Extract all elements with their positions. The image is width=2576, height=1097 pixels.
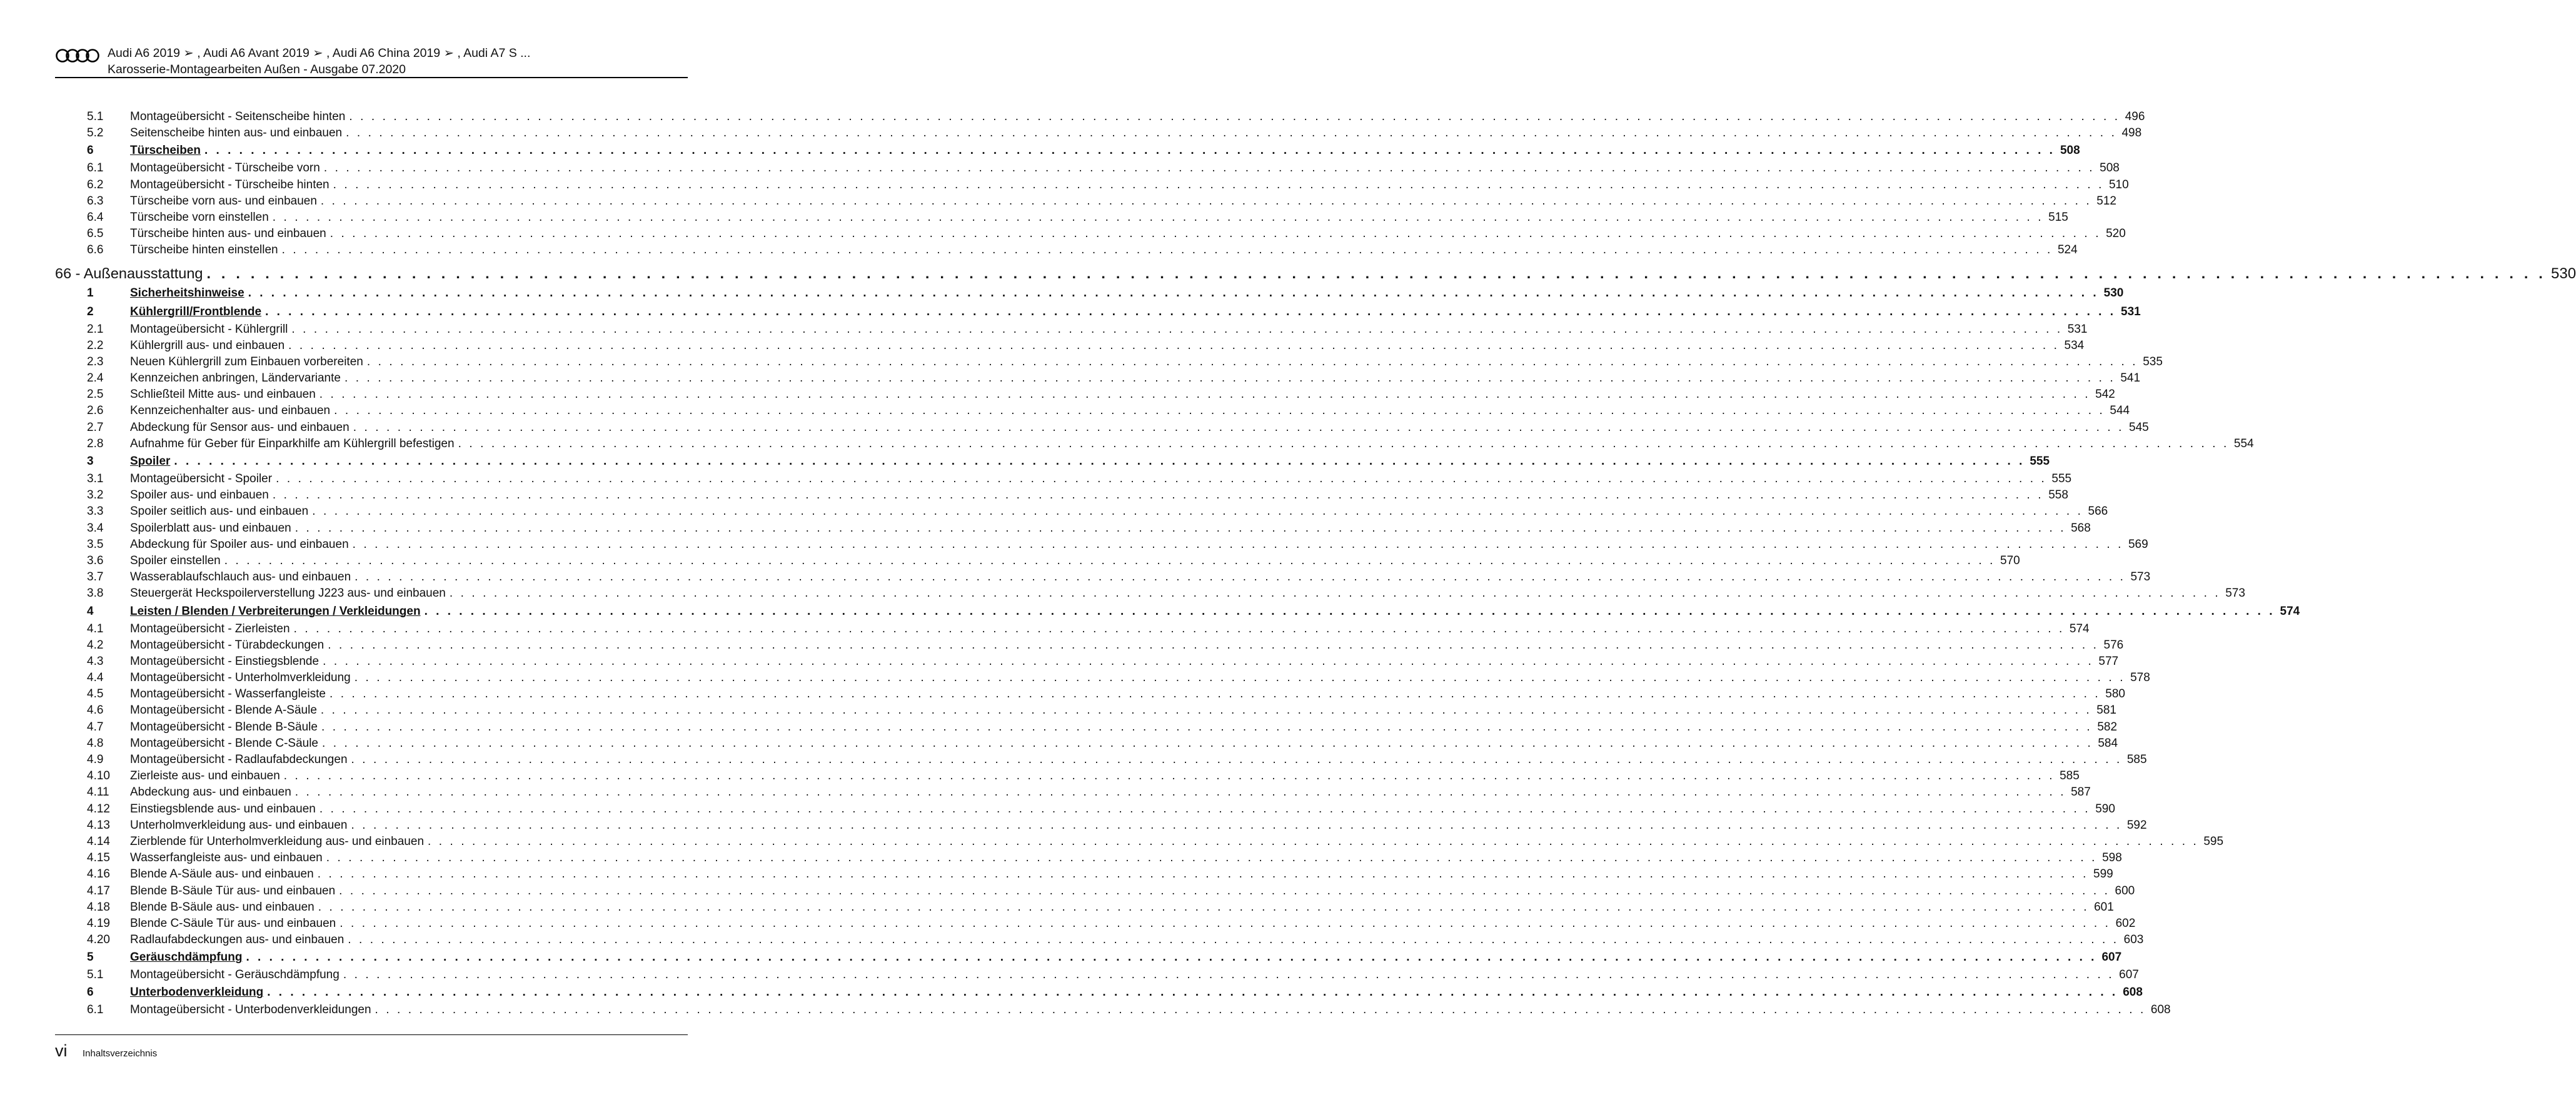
toc-entry-page: 585 bbox=[2126, 753, 2147, 766]
toc-entry-title: Unterholmverkleidung aus- und einbauen bbox=[130, 818, 348, 832]
footer-page-number: vi bbox=[55, 1041, 68, 1060]
toc-entry-row[interactable] bbox=[55, 671, 2150, 687]
toc-dot-leader: . . . . . . . . . . . . . . . . . . . . . . . . . . . . . . . . . . . . . . . . . . . . . . . . . . . . . . . . . . . . . . . . . . . . . . . . . . . . . . . . . . . . . . . . . . . . . . . . . . . . . . . . . . . . . . . . . . . . . . . . . . . . . . . . . . . . . . . . . . . . . . . . . . . . . . . . . . . . . . . . bbox=[174, 455, 2025, 468]
toc-dot-leader: . . . . . . . . . . . . . . . . . . . . . . . . . . . . . . . . . . . . . . . . . . . . . . . . . . . . . . . . . . . . . . . . . . . . . . . . . . . . . . . . . . . . . . . . . . . . . . . . . . . . . . . . . . . . . . . . . . . . . . . . . . . . . . . . . . . . . . . . . . . . . . . . . . . . . . . . . . . . . . . . bbox=[291, 322, 2063, 336]
toc-entry-row[interactable] bbox=[55, 638, 2124, 655]
toc-entry-number: 6.4 bbox=[87, 210, 104, 224]
toc-entry-number: 4.16 bbox=[87, 867, 110, 881]
toc-entry-page: 573 bbox=[2225, 587, 2245, 600]
toc-entry-row[interactable] bbox=[55, 851, 2122, 867]
toc-entry-row[interactable] bbox=[55, 338, 2085, 355]
toc-entry-page: 535 bbox=[2143, 355, 2163, 368]
toc-entry-number: 3.8 bbox=[87, 587, 104, 600]
toc-entry-page: 545 bbox=[2129, 420, 2149, 434]
toc-dot-leader: . . . . . . . . . . . . . . . . . . . . . . . . . . . . . . . . . . . . . . . . . . . . . . . . . . . . . . . . . . . . . . . . . . . . . . . . . . . . . . . . . . . . . . . . . . . . . . . . . . . . . . . . . . . . . . . . . . . . . . . . . . . . . . . . . . . . . . . . . . . . . . . . . . . . . . . . . . . . . . . . bbox=[294, 521, 2066, 535]
toc-entry-page: 542 bbox=[2095, 388, 2115, 402]
toc-dot-leader: . . . . . . . . . . . . . . . . . . . . . . . . . . . . . . . . . . . . . . . . . . . . . . . . . . . . . . . . . . . . . . . . . . . . . . . . . . . . . . . . . . . . . . . . . . . . . . . . . . . . . . . . . . . . . . . . . . . . . . . . . . . . . . . . . . . . . . . . . . . . . . . . . . . . . . . . . . . . . . . . bbox=[424, 604, 2275, 618]
toc-entry-number: 3.4 bbox=[87, 521, 104, 535]
toc-entry-page: 508 bbox=[2100, 161, 2120, 175]
toc-entry-row[interactable] bbox=[55, 704, 2116, 720]
toc-section-row[interactable] bbox=[55, 984, 2143, 1003]
toc-entry-row[interactable] bbox=[55, 322, 2088, 339]
toc-entry-title: Spoilerblatt aus- und einbauen bbox=[130, 521, 291, 535]
toc-entry-page: 603 bbox=[2123, 933, 2144, 947]
toc-entry-title: Kennzeichenhalter aus- und einbauen bbox=[130, 404, 331, 418]
toc-dot-leader: . . . . . . . . . . . . . . . . . . . . . . . . . . . . . . . . . . . . . . . . . . . . . . . . . . . . . . . . . . . . . . . . . . . . . . . . . . . . . . . . . . . . . . . . . . . . . . . . . . . . . . . . . . . . . . . . . . . . . . . . . . . . . . . . . . . . . . . . . . . . . . . . . . . . . . . . . . . . . . . . bbox=[329, 687, 2101, 701]
toc-entry-page: 531 bbox=[2121, 305, 2141, 318]
toc-entry-title: Montageübersicht - Unterbodenverkleidungen bbox=[130, 1003, 371, 1017]
toc-entry-page: 602 bbox=[2115, 916, 2136, 930]
toc-entry-title: Montageübersicht - Wasserfangleiste bbox=[130, 687, 326, 701]
toc-dot-leader: . . . . . . . . . . . . . . . . . . . . . . . . . . . . . . . . . . . . . . . . . . . . . . . . . . . . . . . . . . . . . . . . . . . . . . . . . . . . . . . . . . . . . . . . . . . . . . . . . . . . . . . . . . . . . . . . . . . . . . . . . . . . . . . . . . . . . . . . . . . . . . . . . . . . . . . . . . . . . . . . bbox=[458, 437, 2229, 450]
toc-entry-number: 4.17 bbox=[87, 884, 110, 897]
toc-entry-row[interactable] bbox=[55, 420, 2149, 437]
toc-entry-number: 2.7 bbox=[87, 420, 104, 434]
toc-entry-page: 555 bbox=[2030, 455, 2050, 468]
toc-section-row[interactable] bbox=[55, 604, 2300, 622]
toc-entry-row[interactable] bbox=[55, 372, 2141, 388]
toc-entry-number: 2.6 bbox=[87, 404, 104, 418]
toc-entry-row[interactable] bbox=[55, 161, 2120, 178]
toc-entry-page: 578 bbox=[2130, 671, 2150, 685]
toc-entry-number: 2 bbox=[87, 305, 94, 318]
toc-entry-row[interactable] bbox=[55, 1003, 2171, 1019]
toc-dot-leader: . . . . . . . . . . . . . . . . . . . . . . . . . . . . . . . . . . . . . . . . . . . . . . . . . . . . . . . . . . . . . . . . . . . . . . . . . . . . . . . . . . . . . . . . . . . . . . . . . . . . . . . . . . . . . . . . . . . . . . . . . . . . . . . . . . . . . . . . . . . . . . . . . . . . . . . . . . . . . . . . bbox=[204, 144, 2055, 158]
toc-entry-page: 496 bbox=[2125, 110, 2145, 123]
toc-dot-leader: . . . . . . . . . . . . . . . . . . . . . . . . . . . . . . . . . . . . . . . . . . . . . . . . . . . . . . . . . . . . . . . . . . . . . . . . . . . . . . . . . . . . . . . . . . . . . . . . . . . . . . . . . . . . . . . . . . . . . . . . . . . . . . . . . . . . . . . . . . . . . . . . . . . . . . . . . . . . . . . . bbox=[449, 587, 2221, 600]
toc-dot-leader: . . . . . . . . . . . . . . . . . . . . . . . . . . . . . . . . . . . . . . . . . . . . . . . . . . . . . . . . . . . . . . . . . . . . . . . . . . . . . . . . . . . . . . . . . . . . . . . . . . . . . . . . . . . . . . . . . . . . . . . . . . . . . . . . . . . . . . . . . . . . . . . . . . . . . . . . . . . . . . . . bbox=[206, 265, 2547, 281]
toc-dot-leader: . . . . . . . . . . . . . . . . . . . . . . . . . . . . . . . . . . . . . . . . . . . . . . . . . . . . . . . . . . . . . . . . . . . . . . . . . . . . . . . . . . . . . . . . . . . . . . . . . . . . . . . . . . . . . . . . . . . . . . . . . . . . . . . . . . . . . . . . . . . . . . . . . . . . . . . . . . . . . . . . bbox=[343, 968, 2115, 982]
toc-entry-title: Montageübersicht - Einstiegsblende bbox=[130, 654, 319, 668]
toc-entry-number: 6.6 bbox=[87, 243, 104, 257]
toc-entry-row[interactable] bbox=[55, 126, 2142, 143]
toc-dot-leader: . . . . . . . . . . . . . . . . . . . . . . . . . . . . . . . . . . . . . . . . . . . . . . . . . . . . . . . . . . . . . . . . . . . . . . . . . . . . . . . . . . . . . . . . . . . . . . . . . . . . . . . . . . . . . . . . . . . . . . . . . . . . . . . . . . . . . . . . . . . . . . . . . . . . . . . . . . . . . . . . bbox=[346, 126, 2117, 140]
toc-entry-row[interactable] bbox=[55, 834, 2224, 851]
toc-entry-row[interactable] bbox=[55, 916, 2136, 933]
toc-entry-title: Türscheibe vorn einstellen bbox=[130, 210, 269, 224]
toc-dot-leader: . . . . . . . . . . . . . . . . . . . . . . . . . . . . . . . . . . . . . . . . . . . . . . . . . . . . . . . . . . . . . . . . . . . . . . . . . . . . . . . . . . . . . . . . . . . . . . . . . . . . . . . . . . . . . . . . . . . . . . . . . . . . . . . . . . . . . . . . . . . . . . . . . . . . . . . . . . . . . . . . bbox=[353, 420, 2125, 434]
toc-entry-number: 4.7 bbox=[87, 720, 104, 734]
toc-dot-leader: . . . . . . . . . . . . . . . . . . . . . . . . . . . . . . . . . . . . . . . . . . . . . . . . . . . . . . . . . . . . . . . . . . . . . . . . . . . . . . . . . . . . . . . . . . . . . . . . . . . . . . . . . . . . . . . . . . . . . . . . . . . . . . . . . . . . . . . . . . . . . . . . . . . . . . . . . . . . . . . . bbox=[326, 851, 2098, 865]
toc-entry-page: 554 bbox=[2233, 437, 2254, 450]
toc-entry-number: 2.5 bbox=[87, 388, 104, 402]
toc-entry-row[interactable] bbox=[55, 884, 2135, 901]
toc-entry-number: 4.20 bbox=[87, 933, 110, 947]
toc-entry-number: 4.13 bbox=[87, 818, 110, 832]
toc-entry-page: 574 bbox=[2280, 604, 2300, 618]
toc-entry-number: 6.1 bbox=[87, 1003, 104, 1017]
toc-entry-title: 66 - Außenausstattung bbox=[55, 265, 203, 281]
toc-entry-title: Leisten / Blenden / Verbreiterungen / Verkleidungen bbox=[130, 604, 421, 618]
toc-entry-title: Spoiler bbox=[130, 455, 171, 468]
toc-entry-number: 3.6 bbox=[87, 554, 104, 567]
toc-entry-title: Wasserfangleiste aus- und einbauen bbox=[130, 851, 323, 865]
toc-entry-title: Montageübersicht - Kühlergrill bbox=[130, 322, 288, 336]
toc-dot-leader: . . . . . . . . . . . . . . . . . . . . . . . . . . . . . . . . . . . . . . . . . . . . . . . . . . . . . . . . . . . . . . . . . . . . . . . . . . . . . . . . . . . . . . . . . . . . . . . . . . . . . . . . . . . . . . . . . . . . . . . . . . . . . . . . . . . . . . . . . . . . . . . . . . . . . . . . . . . . . . . . bbox=[224, 554, 1996, 567]
toc-entry-title: Montageübersicht - Blende A-Säule bbox=[130, 704, 317, 717]
toc-dot-leader: . . . . . . . . . . . . . . . . . . . . . . . . . . . . . . . . . . . . . . . . . . . . . . . . . . . . . . . . . . . . . . . . . . . . . . . . . . . . . . . . . . . . . . . . . . . . . . . . . . . . . . . . . . . . . . . . . . . . . . . . . . . . . . . . . . . . . . . . . . . . . . . . . . . . . . . . . . . . . . . . bbox=[352, 537, 2123, 551]
toc-entry-number: 4.14 bbox=[87, 834, 110, 848]
toc-dot-leader: . . . . . . . . . . . . . . . . . . . . . . . . . . . . . . . . . . . . . . . . . . . . . . . . . . . . . . . . . . . . . . . . . . . . . . . . . . . . . . . . . . . . . . . . . . . . . . . . . . . . . . . . . . . . . . . . . . . . . . . . . . . . . . . . . . . . . . . . . . . . . . . . . . . . . . . . . . . . . . . . bbox=[272, 488, 2044, 502]
toc-dot-leader: . . . . . . . . . . . . . . . . . . . . . . . . . . . . . . . . . . . . . . . . . . . . . . . . . . . . . . . . . . . . . . . . . . . . . . . . . . . . . . . . . . . . . . . . . . . . . . . . . . . . . . . . . . . . . . . . . . . . . . . . . . . . . . . . . . . . . . . . . . . . . . . . . . . . . . . . . . . . . . . . bbox=[265, 305, 2116, 318]
toc-entry-title: Montageübersicht - Zierleisten bbox=[130, 622, 290, 635]
toc-entry-title: Türscheibe vorn aus- und einbauen bbox=[130, 194, 317, 208]
toc-dot-leader: . . . . . . . . . . . . . . . . . . . . . . . . . . . . . . . . . . . . . . . . . . . . . . . . . . . . . . . . . . . . . . . . . . . . . . . . . . . . . . . . . . . . . . . . . . . . . . . . . . . . . . . . . . . . . . . . . . . . . . . . . . . . . . . . . . . . . . . . . . . . . . . . . . . . . . . . . . . . . . . . bbox=[348, 933, 2119, 947]
toc-entry-page: 570 bbox=[2000, 554, 2020, 567]
toc-entry-row[interactable] bbox=[55, 587, 2245, 603]
toc-dot-leader: . . . . . . . . . . . . . . . . . . . . . . . . . . . . . . . . . . . . . . . . . . . . . . . . . . . . . . . . . . . . . . . . . . . . . . . . . . . . . . . . . . . . . . . . . . . . . . . . . . . . . . . . . . . . . . . . . . . . . . . . . . . . . . . . . . . . . . . . . . . . . . . . . . . . . . . . . . . . . . . . bbox=[267, 986, 2118, 999]
toc-entry-row[interactable] bbox=[55, 178, 2129, 195]
toc-entry-number: 3.1 bbox=[87, 472, 104, 485]
toc-entry-row[interactable] bbox=[55, 786, 2091, 802]
toc-entry-page: 585 bbox=[2060, 769, 2080, 783]
toc-entry-title: Einstiegsblende aus- und einbauen bbox=[130, 802, 316, 816]
toc-entry-page: 599 bbox=[2093, 867, 2113, 881]
toc-entry-row[interactable] bbox=[55, 654, 2119, 671]
toc-entry-title: Blende B-Säule Tür aus- und einbauen bbox=[130, 884, 336, 897]
toc-entry-number: 3.7 bbox=[87, 570, 104, 584]
toc-dot-leader: . . . . . . . . . . . . . . . . . . . . . . . . . . . . . . . . . . . . . . . . . . . . . . . . . . . . . . . . . . . . . . . . . . . . . . . . . . . . . . . . . . . . . . . . . . . . . . . . . . . . . . . . . . . . . . . . . . . . . . . . . . . . . . . . . . . . . . . . . . . . . . . . . . . . . . . . . . . . . . . . bbox=[323, 654, 2094, 668]
toc-entry-page: 498 bbox=[2121, 126, 2142, 140]
toc-dot-leader: . . . . . . . . . . . . . . . . . . . . . . . . . . . . . . . . . . . . . . . . . . . . . . . . . . . . . . . . . . . . . . . . . . . . . . . . . . . . . . . . . . . . . . . . . . . . . . . . . . . . . . . . . . . . . . . . . . . . . . . . . . . . . . . . . . . . . . . . . . . . . . . . . . . . . . . . . . . . . . . . bbox=[351, 753, 2122, 766]
toc-entry-page: 569 bbox=[2128, 537, 2148, 551]
toc-entry-number: 4.4 bbox=[87, 671, 104, 685]
toc-entry-page: 576 bbox=[2103, 638, 2124, 652]
toc-entry-page: 515 bbox=[2048, 210, 2068, 224]
toc-entry-number: 4.15 bbox=[87, 851, 110, 865]
toc-entry-page: 512 bbox=[2096, 194, 2116, 208]
toc-entry-row[interactable] bbox=[55, 505, 2108, 521]
toc-entry-page: 568 bbox=[2071, 521, 2091, 535]
toc-section-row[interactable] bbox=[55, 285, 2124, 304]
toc-entry-page: 608 bbox=[2150, 1003, 2171, 1017]
toc-entry-title: Neuen Kühlergrill zum Einbauen vorbereiten bbox=[130, 355, 363, 368]
toc-entry-page: 530 bbox=[2551, 265, 2576, 282]
toc-entry-title: Radlaufabdeckungen aus- und einbauen bbox=[130, 933, 345, 947]
toc-entry-title: Blende C-Säule Tür aus- und einbauen bbox=[130, 916, 336, 930]
toc-entry-page: 587 bbox=[2071, 786, 2091, 799]
toc-entry-row[interactable] bbox=[55, 554, 2020, 570]
toc-dot-leader: . . . . . . . . . . . . . . . . . . . . . . . . . . . . . . . . . . . . . . . . . . . . . . . . . . . . . . . . . . . . . . . . . . . . . . . . . . . . . . . . . . . . . . . . . . . . . . . . . . . . . . . . . . . . . . . . . . . . . . . . . . . . . . . . . . . . . . . . . . . . . . . . . . . . . . . . . . . . . . . . bbox=[294, 786, 2066, 799]
toc-entry-number: 4.3 bbox=[87, 654, 104, 668]
toc-entry-title: Montageübersicht - Spoiler bbox=[130, 472, 273, 485]
toc-entry-row[interactable] bbox=[55, 521, 2091, 538]
toc-dot-leader: . . . . . . . . . . . . . . . . . . . . . . . . . . . . . . . . . . . . . . . . . . . . . . . . . . . . . . . . . . . . . . . . . . . . . . . . . . . . . . . . . . . . . . . . . . . . . . . . . . . . . . . . . . . . . . . . . . . . . . . . . . . . . . . . . . . . . . . . . . . . . . . . . . . . . . . . . . . . . . . . bbox=[318, 900, 2090, 914]
toc-entry-title: Montageübersicht - Blende B-Säule bbox=[130, 720, 318, 734]
toc-entry-page: 555 bbox=[2051, 472, 2072, 485]
toc-entry-title: Montageübersicht - Geräuschdämpfung bbox=[130, 968, 340, 982]
toc-entry-number: 5 bbox=[87, 951, 94, 964]
toc-entry-row[interactable] bbox=[55, 570, 2151, 587]
toc-dot-leader: . . . . . . . . . . . . . . . . . . . . . . . . . . . . . . . . . . . . . . . . . . . . . . . . . . . . . . . . . . . . . . . . . . . . . . . . . . . . . . . . . . . . . . . . . . . . . . . . . . . . . . . . . . . . . . . . . . . . . . . . . . . . . . . . . . . . . . . . . . . . . . . . . . . . . . . . . . . . . . . . bbox=[321, 720, 2093, 734]
toc-entry-row[interactable] bbox=[55, 194, 2116, 211]
toc-entry-page: 541 bbox=[2120, 372, 2141, 385]
toc-entry-title: Kühlergrill aus- und einbauen bbox=[130, 338, 285, 352]
toc-entry-number: 4.19 bbox=[87, 916, 110, 930]
toc-entry-number: 4.6 bbox=[87, 704, 104, 717]
toc-entry-number: 4.18 bbox=[87, 900, 110, 914]
toc-entry-page: 600 bbox=[2115, 884, 2135, 897]
toc-dot-leader: . . . . . . . . . . . . . . . . . . . . . . . . . . . . . . . . . . . . . . . . . . . . . . . . . . . . . . . . . . . . . . . . . . . . . . . . . . . . . . . . . . . . . . . . . . . . . . . . . . . . . . . . . . . . . . . . . . . . . . . . . . . . . . . . . . . . . . . . . . . . . . . . . . . . . . . . . . . . . . . . bbox=[334, 404, 2105, 418]
toc-entry-title: Spoiler einstellen bbox=[130, 554, 221, 567]
toc-dot-leader: . . . . . . . . . . . . . . . . . . . . . . . . . . . . . . . . . . . . . . . . . . . . . . . . . . . . . . . . . . . . . . . . . . . . . . . . . . . . . . . . . . . . . . . . . . . . . . . . . . . . . . . . . . . . . . . . . . . . . . . . . . . . . . . . . . . . . . . . . . . . . . . . . . . . . . . . . . . . . . . . bbox=[317, 867, 2089, 881]
toc-entry-number: 2.2 bbox=[87, 338, 104, 352]
toc-dot-leader: . . . . . . . . . . . . . . . . . . . . . . . . . . . . . . . . . . . . . . . . . . . . . . . . . . . . . . . . . . . . . . . . . . . . . . . . . . . . . . . . . . . . . . . . . . . . . . . . . . . . . . . . . . . . . . . . . . . . . . . . . . . . . . . . . . . . . . . . . . . . . . . . . . . . . . . . . . . . . . . . bbox=[246, 951, 2097, 964]
toc-entry-number: 6 bbox=[87, 986, 94, 999]
toc-entry-page: 582 bbox=[2097, 720, 2118, 734]
toc-entry-row[interactable] bbox=[55, 933, 2144, 949]
toc-entry-title: Schließteil Mitte aus- und einbauen bbox=[130, 388, 316, 402]
toc-section-row[interactable] bbox=[55, 453, 2050, 472]
toc-dot-leader: . . . . . . . . . . . . . . . . . . . . . . . . . . . . . . . . . . . . . . . . . . . . . . . . . . . . . . . . . . . . . . . . . . . . . . . . . . . . . . . . . . . . . . . . . . . . . . . . . . . . . . . . . . . . . . . . . . . . . . . . . . . . . . . . . . . . . . . . . . . . . . . . . . . . . . . . . . . . . . . . bbox=[323, 161, 2095, 175]
toc-entry-title: Zierleiste aus- und einbauen bbox=[130, 769, 280, 783]
toc-dot-leader: . . . . . . . . . . . . . . . . . . . . . . . . . . . . . . . . . . . . . . . . . . . . . . . . . . . . . . . . . . . . . . . . . . . . . . . . . . . . . . . . . . . . . . . . . . . . . . . . . . . . . . . . . . . . . . . . . . . . . . . . . . . . . . . . . . . . . . . . . . . . . . . . . . . . . . . . . . . . . . . . bbox=[276, 472, 2047, 485]
toc-entry-number: 6.5 bbox=[87, 227, 104, 241]
toc-entry-row[interactable] bbox=[55, 753, 2147, 769]
toc-entry-row[interactable] bbox=[55, 110, 2145, 126]
toc-dot-leader: . . . . . . . . . . . . . . . . . . . . . . . . . . . . . . . . . . . . . . . . . . . . . . . . . . . . . . . . . . . . . . . . . . . . . . . . . . . . . . . . . . . . . . . . . . . . . . . . . . . . . . . . . . . . . . . . . . . . . . . . . . . . . . . . . . . . . . . . . . . . . . . . . . . . . . . . . . . . . . . . bbox=[349, 110, 2120, 123]
toc-entry-row[interactable] bbox=[55, 720, 2118, 737]
toc-entry-page: 558 bbox=[2048, 488, 2068, 502]
header-document-title: Karosserie-Montagearbeiten Außen - Ausgabe 07.2020 bbox=[108, 63, 406, 76]
toc-entry-row[interactable] bbox=[55, 355, 2163, 372]
toc-entry-title: Abdeckung für Spoiler aus- und einbauen bbox=[130, 537, 349, 551]
toc-entry-number: 6 bbox=[87, 144, 94, 158]
toc-section-row[interactable] bbox=[55, 949, 2122, 968]
toc-entry-row[interactable] bbox=[55, 404, 2130, 420]
toc-entry-title: Geräuschdämpfung bbox=[130, 951, 243, 964]
toc-entry-page: 601 bbox=[2094, 900, 2114, 914]
toc-dot-leader: . . . . . . . . . . . . . . . . . . . . . . . . . . . . . . . . . . . . . . . . . . . . . . . . . . . . . . . . . . . . . . . . . . . . . . . . . . . . . . . . . . . . . . . . . . . . . . . . . . . . . . . . . . . . . . . . . . . . . . . . . . . . . . . . . . . . . . . . . . . . . . . . . . . . . . . . . . . . . . . . bbox=[320, 704, 2092, 717]
toc-entry-row[interactable] bbox=[55, 900, 2114, 917]
table-of-contents bbox=[55, 110, 2576, 1020]
toc-entry-row[interactable] bbox=[55, 227, 2126, 243]
toc-dot-leader: . . . . . . . . . . . . . . . . . . . . . . . . . . . . . . . . . . . . . . . . . . . . . . . . . . . . . . . . . . . . . . . . . . . . . . . . . . . . . . . . . . . . . . . . . . . . . . . . . . . . . . . . . . . . . . . . . . . . . . . . . . . . . . . . . . . . . . . . . . . . . . . . . . . . . . . . . . . . . . . . bbox=[248, 286, 2099, 300]
toc-entry-title: Unterbodenverkleidung bbox=[130, 986, 264, 999]
toc-entry-number: 5.1 bbox=[87, 968, 104, 982]
toc-entry-page: 598 bbox=[2102, 851, 2122, 865]
toc-dot-leader: . . . . . . . . . . . . . . . . . . . . . . . . . . . . . . . . . . . . . . . . . . . . . . . . . . . . . . . . . . . . . . . . . . . . . . . . . . . . . . . . . . . . . . . . . . . . . . . . . . . . . . . . . . . . . . . . . . . . . . . . . . . . . . . . . . . . . . . . . . . . . . . . . . . . . . . . . . . . . . . . bbox=[366, 355, 2138, 368]
toc-entry-row[interactable] bbox=[55, 968, 2139, 984]
toc-dot-leader: . . . . . . . . . . . . . . . . . . . . . . . . . . . . . . . . . . . . . . . . . . . . . . . . . . . . . . . . . . . . . . . . . . . . . . . . . . . . . . . . . . . . . . . . . . . . . . . . . . . . . . . . . . . . . . . . . . . . . . . . . . . . . . . . . . . . . . . . . . . . . . . . . . . . . . . . . . . . . . . . bbox=[351, 818, 2122, 832]
toc-entry-title: Seitenscheibe hinten aus- und einbauen bbox=[130, 126, 343, 140]
toc-dot-leader: . . . . . . . . . . . . . . . . . . . . . . . . . . . . . . . . . . . . . . . . . . . . . . . . . . . . . . . . . . . . . . . . . . . . . . . . . . . . . . . . . . . . . . . . . . . . . . . . . . . . . . . . . . . . . . . . . . . . . . . . . . . . . . . . . . . . . . . . . . . . . . . . . . . . . . . . . . . . . . . . bbox=[319, 388, 2091, 402]
toc-entry-title: Abdeckung für Sensor aus- und einbauen bbox=[130, 420, 350, 434]
header-divider bbox=[55, 77, 688, 78]
audi-rings-logo-icon bbox=[55, 48, 100, 63]
toc-entry-row[interactable] bbox=[55, 769, 2080, 786]
toc-entry-row[interactable] bbox=[55, 537, 2148, 554]
toc-entry-number: 4.2 bbox=[87, 638, 104, 652]
toc-entry-page: 581 bbox=[2096, 704, 2116, 717]
toc-entry-page: 510 bbox=[2108, 178, 2129, 191]
toc-entry-number: 3.5 bbox=[87, 537, 104, 551]
toc-dot-leader: . . . . . . . . . . . . . . . . . . . . . . . . . . . . . . . . . . . . . . . . . . . . . . . . . . . . . . . . . . . . . . . . . . . . . . . . . . . . . . . . . . . . . . . . . . . . . . . . . . . . . . . . . . . . . . . . . . . . . . . . . . . . . . . . . . . . . . . . . . . . . . . . . . . . . . . . . . . . . . . . bbox=[319, 802, 2091, 816]
toc-entry-number: 3.3 bbox=[87, 505, 104, 518]
footer-section-label: Inhaltsverzeichnis bbox=[83, 1048, 158, 1059]
toc-dot-leader: . . . . . . . . . . . . . . . . . . . . . . . . . . . . . . . . . . . . . . . . . . . . . . . . . . . . . . . . . . . . . . . . . . . . . . . . . . . . . . . . . . . . . . . . . . . . . . . . . . . . . . . . . . . . . . . . . . . . . . . . . . . . . . . . . . . . . . . . . . . . . . . . . . . . . . . . . . . . . . . . bbox=[328, 638, 2099, 652]
toc-entry-page: 524 bbox=[2057, 243, 2078, 257]
toc-dot-leader: . . . . . . . . . . . . . . . . . . . . . . . . . . . . . . . . . . . . . . . . . . . . . . . . . . . . . . . . . . . . . . . . . . . . . . . . . . . . . . . . . . . . . . . . . . . . . . . . . . . . . . . . . . . . . . . . . . . . . . . . . . . . . . . . . . . . . . . . . . . . . . . . . . . . . . . . . . . . . . . . bbox=[322, 736, 2093, 750]
toc-entry-title: Steuergerät Heckspoilerverstellung J223 aus- und einbauen bbox=[130, 587, 446, 600]
toc-dot-leader: . . . . . . . . . . . . . . . . . . . . . . . . . . . . . . . . . . . . . . . . . . . . . . . . . . . . . . . . . . . . . . . . . . . . . . . . . . . . . . . . . . . . . . . . . . . . . . . . . . . . . . . . . . . . . . . . . . . . . . . . . . . . . . . . . . . . . . . . . . . . . . . . . . . . . . . . . . . . . . . . bbox=[320, 194, 2092, 208]
toc-entry-title: Türscheibe hinten aus- und einbauen bbox=[130, 227, 326, 241]
toc-entry-page: 573 bbox=[2130, 570, 2151, 584]
toc-entry-number: 2.8 bbox=[87, 437, 104, 450]
toc-dot-leader: . . . . . . . . . . . . . . . . . . . . . . . . . . . . . . . . . . . . . . . . . . . . . . . . . . . . . . . . . . . . . . . . . . . . . . . . . . . . . . . . . . . . . . . . . . . . . . . . . . . . . . . . . . . . . . . . . . . . . . . . . . . . . . . . . . . . . . . . . . . . . . . . . . . . . . . . . . . . . . . . bbox=[312, 505, 2083, 518]
toc-dot-leader: . . . . . . . . . . . . . . . . . . . . . . . . . . . . . . . . . . . . . . . . . . . . . . . . . . . . . . . . . . . . . . . . . . . . . . . . . . . . . . . . . . . . . . . . . . . . . . . . . . . . . . . . . . . . . . . . . . . . . . . . . . . . . . . . . . . . . . . . . . . . . . . . . . . . . . . . . . . . . . . . bbox=[283, 769, 2055, 783]
toc-entry-title: Montageübersicht - Seitenscheibe hinten bbox=[130, 110, 346, 123]
toc-entry-number: 4.5 bbox=[87, 687, 104, 701]
toc-entry-title: Montageübersicht - Unterholmverkleidung bbox=[130, 671, 351, 685]
toc-entry-title: Montageübersicht - Radlaufabdeckungen bbox=[130, 753, 348, 766]
toc-entry-page: 544 bbox=[2110, 404, 2130, 418]
toc-entry-page: 531 bbox=[2067, 322, 2088, 336]
toc-entry-row[interactable] bbox=[55, 488, 2068, 505]
toc-dot-leader: . . . . . . . . . . . . . . . . . . . . . . . . . . . . . . . . . . . . . . . . . . . . . . . . . . . . . . . . . . . . . . . . . . . . . . . . . . . . . . . . . . . . . . . . . . . . . . . . . . . . . . . . . . . . . . . . . . . . . . . . . . . . . . . . . . . . . . . . . . . . . . . . . . . . . . . . . . . . . . . . bbox=[330, 227, 2101, 241]
toc-entry-number: 4.9 bbox=[87, 753, 104, 766]
toc-entry-row[interactable] bbox=[55, 243, 2078, 260]
toc-dot-leader: . . . . . . . . . . . . . . . . . . . . . . . . . . . . . . . . . . . . . . . . . . . . . . . . . . . . . . . . . . . . . . . . . . . . . . . . . . . . . . . . . . . . . . . . . . . . . . . . . . . . . . . . . . . . . . . . . . . . . . . . . . . . . . . . . . . . . . . . . . . . . . . . . . . . . . . . . . . . . . . . bbox=[333, 178, 2104, 191]
toc-entry-number: 3.2 bbox=[87, 488, 104, 502]
toc-entry-page: 566 bbox=[2088, 505, 2108, 518]
toc-dot-leader: . . . . . . . . . . . . . . . . . . . . . . . . . . . . . . . . . . . . . . . . . . . . . . . . . . . . . . . . . . . . . . . . . . . . . . . . . . . . . . . . . . . . . . . . . . . . . . . . . . . . . . . . . . . . . . . . . . . . . . . . . . . . . . . . . . . . . . . . . . . . . . . . . . . . . . . . . . . . . . . . bbox=[428, 834, 2199, 848]
toc-dot-leader: . . . . . . . . . . . . . . . . . . . . . . . . . . . . . . . . . . . . . . . . . . . . . . . . . . . . . . . . . . . . . . . . . . . . . . . . . . . . . . . . . . . . . . . . . . . . . . . . . . . . . . . . . . . . . . . . . . . . . . . . . . . . . . . . . . . . . . . . . . . . . . . . . . . . . . . . . . . . . . . . bbox=[354, 671, 2126, 685]
toc-entry-number: 6.2 bbox=[87, 178, 104, 191]
toc-dot-leader: . . . . . . . . . . . . . . . . . . . . . . . . . . . . . . . . . . . . . . . . . . . . . . . . . . . . . . . . . . . . . . . . . . . . . . . . . . . . . . . . . . . . . . . . . . . . . . . . . . . . . . . . . . . . . . . . . . . . . . . . . . . . . . . . . . . . . . . . . . . . . . . . . . . . . . . . . . . . . . . . bbox=[288, 338, 2060, 352]
toc-entry-number: 4.8 bbox=[87, 736, 104, 750]
toc-entry-page: 608 bbox=[2123, 986, 2143, 999]
toc-entry-title: Montageübersicht - Türscheibe hinten bbox=[130, 178, 330, 191]
footer-divider bbox=[55, 1034, 688, 1035]
toc-entry-title: Montageübersicht - Blende C-Säule bbox=[130, 736, 319, 750]
toc-entry-row[interactable] bbox=[55, 388, 2115, 404]
toc-entry-number: 4.1 bbox=[87, 622, 104, 635]
toc-entry-title: Spoiler aus- und einbauen bbox=[130, 488, 269, 502]
toc-entry-page: 580 bbox=[2105, 687, 2125, 701]
toc-entry-title: Spoiler seitlich aus- und einbauen bbox=[130, 505, 309, 518]
toc-entry-number: 6.3 bbox=[87, 194, 104, 208]
toc-entry-title: Kennzeichen anbringen, Ländervariante bbox=[130, 372, 341, 385]
toc-entry-page: 508 bbox=[2060, 144, 2080, 158]
toc-entry-page: 607 bbox=[2101, 951, 2122, 964]
toc-entry-row[interactable] bbox=[55, 210, 2068, 227]
toc-section-row[interactable] bbox=[55, 143, 2080, 161]
toc-dot-leader: . . . . . . . . . . . . . . . . . . . . . . . . . . . . . . . . . . . . . . . . . . . . . . . . . . . . . . . . . . . . . . . . . . . . . . . . . . . . . . . . . . . . . . . . . . . . . . . . . . . . . . . . . . . . . . . . . . . . . . . . . . . . . . . . . . . . . . . . . . . . . . . . . . . . . . . . . . . . . . . . bbox=[281, 243, 2053, 257]
toc-entry-title: Türscheiben bbox=[130, 144, 201, 158]
toc-entry-page: 530 bbox=[2103, 286, 2124, 300]
toc-entry-number: 4.10 bbox=[87, 769, 110, 783]
toc-entry-number: 5.1 bbox=[87, 110, 104, 123]
toc-dot-leader: . . . . . . . . . . . . . . . . . . . . . . . . . . . . . . . . . . . . . . . . . . . . . . . . . . . . . . . . . . . . . . . . . . . . . . . . . . . . . . . . . . . . . . . . . . . . . . . . . . . . . . . . . . . . . . . . . . . . . . . . . . . . . . . . . . . . . . . . . . . . . . . . . . . . . . . . . . . . . . . . bbox=[375, 1003, 2146, 1017]
toc-section-row[interactable] bbox=[55, 304, 2141, 323]
toc-entry-row[interactable] bbox=[55, 802, 2115, 819]
toc-entry-page: 595 bbox=[2203, 834, 2224, 848]
toc-entry-title: Aufnahme für Geber für Einparkhilfe am Kühlergrill befestigen bbox=[130, 437, 455, 450]
toc-entry-title: Blende B-Säule aus- und einbauen bbox=[130, 900, 314, 914]
toc-entry-title: Montageübersicht - Türscheibe vorn bbox=[130, 161, 320, 175]
toc-entry-title: Blende A-Säule aus- und einbauen bbox=[130, 867, 314, 881]
toc-entry-page: 534 bbox=[2064, 338, 2085, 352]
toc-entry-title: Zierblende für Unterholmverkleidung aus- und einbauen bbox=[130, 834, 425, 848]
toc-entry-title: Sicherheitshinweise bbox=[130, 286, 244, 300]
toc-entry-number: 3 bbox=[87, 455, 94, 468]
header-vehicle-models: Audi A6 2019 ➢ , Audi A6 Avant 2019 ➢ , Audi A6 China 2019 ➢ , Audi A7 S ... bbox=[108, 46, 531, 60]
toc-dot-leader: . . . . . . . . . . . . . . . . . . . . . . . . . . . . . . . . . . . . . . . . . . . . . . . . . . . . . . . . . . . . . . . . . . . . . . . . . . . . . . . . . . . . . . . . . . . . . . . . . . . . . . . . . . . . . . . . . . . . . . . . . . . . . . . . . . . . . . . . . . . . . . . . . . . . . . . . . . . . . . . . bbox=[339, 884, 2110, 897]
toc-entry-page: 592 bbox=[2126, 818, 2147, 832]
toc-entry-row[interactable] bbox=[55, 687, 2125, 704]
toc-entry-number: 1 bbox=[87, 286, 94, 300]
toc-entry-page: 520 bbox=[2106, 227, 2126, 241]
toc-entry-number: 2.1 bbox=[87, 322, 104, 336]
toc-entry-number: 6.1 bbox=[87, 161, 104, 175]
toc-entry-page: 590 bbox=[2095, 802, 2115, 816]
toc-entry-page: 607 bbox=[2119, 968, 2139, 982]
toc-dot-leader: . . . . . . . . . . . . . . . . . . . . . . . . . . . . . . . . . . . . . . . . . . . . . . . . . . . . . . . . . . . . . . . . . . . . . . . . . . . . . . . . . . . . . . . . . . . . . . . . . . . . . . . . . . . . . . . . . . . . . . . . . . . . . . . . . . . . . . . . . . . . . . . . . . . . . . . . . . . . . . . . bbox=[340, 916, 2111, 930]
toc-entry-title: Türscheibe hinten einstellen bbox=[130, 243, 278, 257]
toc-entry-page: 574 bbox=[2069, 622, 2090, 635]
toc-entry-page: 584 bbox=[2098, 736, 2118, 750]
toc-dot-leader: . . . . . . . . . . . . . . . . . . . . . . . . . . . . . . . . . . . . . . . . . . . . . . . . . . . . . . . . . . . . . . . . . . . . . . . . . . . . . . . . . . . . . . . . . . . . . . . . . . . . . . . . . . . . . . . . . . . . . . . . . . . . . . . . . . . . . . . . . . . . . . . . . . . . . . . . . . . . . . . . bbox=[293, 622, 2065, 635]
toc-entry-title: Wasserablaufschlauch aus- und einbauen bbox=[130, 570, 351, 584]
toc-entry-row[interactable] bbox=[55, 472, 2072, 488]
toc-entry-title: Abdeckung aus- und einbauen bbox=[130, 786, 291, 799]
toc-entry-row[interactable] bbox=[55, 437, 2254, 453]
toc-entry-number: 5.2 bbox=[87, 126, 104, 140]
toc-entry-row[interactable] bbox=[55, 867, 2113, 884]
toc-entry-row[interactable] bbox=[55, 736, 2118, 753]
toc-entry-number: 2.3 bbox=[87, 355, 104, 368]
toc-dot-leader: . . . . . . . . . . . . . . . . . . . . . . . . . . . . . . . . . . . . . . . . . . . . . . . . . . . . . . . . . . . . . . . . . . . . . . . . . . . . . . . . . . . . . . . . . . . . . . . . . . . . . . . . . . . . . . . . . . . . . . . . . . . . . . . . . . . . . . . . . . . . . . . . . . . . . . . . . . . . . . . . bbox=[272, 210, 2044, 224]
toc-entry-title: Montageübersicht - Türabdeckungen bbox=[130, 638, 325, 652]
toc-entry-page: 577 bbox=[2098, 654, 2119, 668]
toc-dot-leader: . . . . . . . . . . . . . . . . . . . . . . . . . . . . . . . . . . . . . . . . . . . . . . . . . . . . . . . . . . . . . . . . . . . . . . . . . . . . . . . . . . . . . . . . . . . . . . . . . . . . . . . . . . . . . . . . . . . . . . . . . . . . . . . . . . . . . . . . . . . . . . . . . . . . . . . . . . . . . . . . bbox=[355, 570, 2126, 584]
toc-entry-row[interactable] bbox=[55, 622, 2090, 639]
toc-entry-number: 4 bbox=[87, 604, 94, 618]
toc-entry-title: Kühlergrill/Frontblende bbox=[130, 305, 262, 318]
toc-entry-number: 4.12 bbox=[87, 802, 110, 816]
toc-entry-number: 4.11 bbox=[87, 786, 109, 799]
toc-entry-number: 2.4 bbox=[87, 372, 104, 385]
toc-entry-row[interactable] bbox=[55, 818, 2147, 835]
toc-dot-leader: . . . . . . . . . . . . . . . . . . . . . . . . . . . . . . . . . . . . . . . . . . . . . . . . . . . . . . . . . . . . . . . . . . . . . . . . . . . . . . . . . . . . . . . . . . . . . . . . . . . . . . . . . . . . . . . . . . . . . . . . . . . . . . . . . . . . . . . . . . . . . . . . . . . . . . . . . . . . . . . . bbox=[344, 372, 2116, 385]
